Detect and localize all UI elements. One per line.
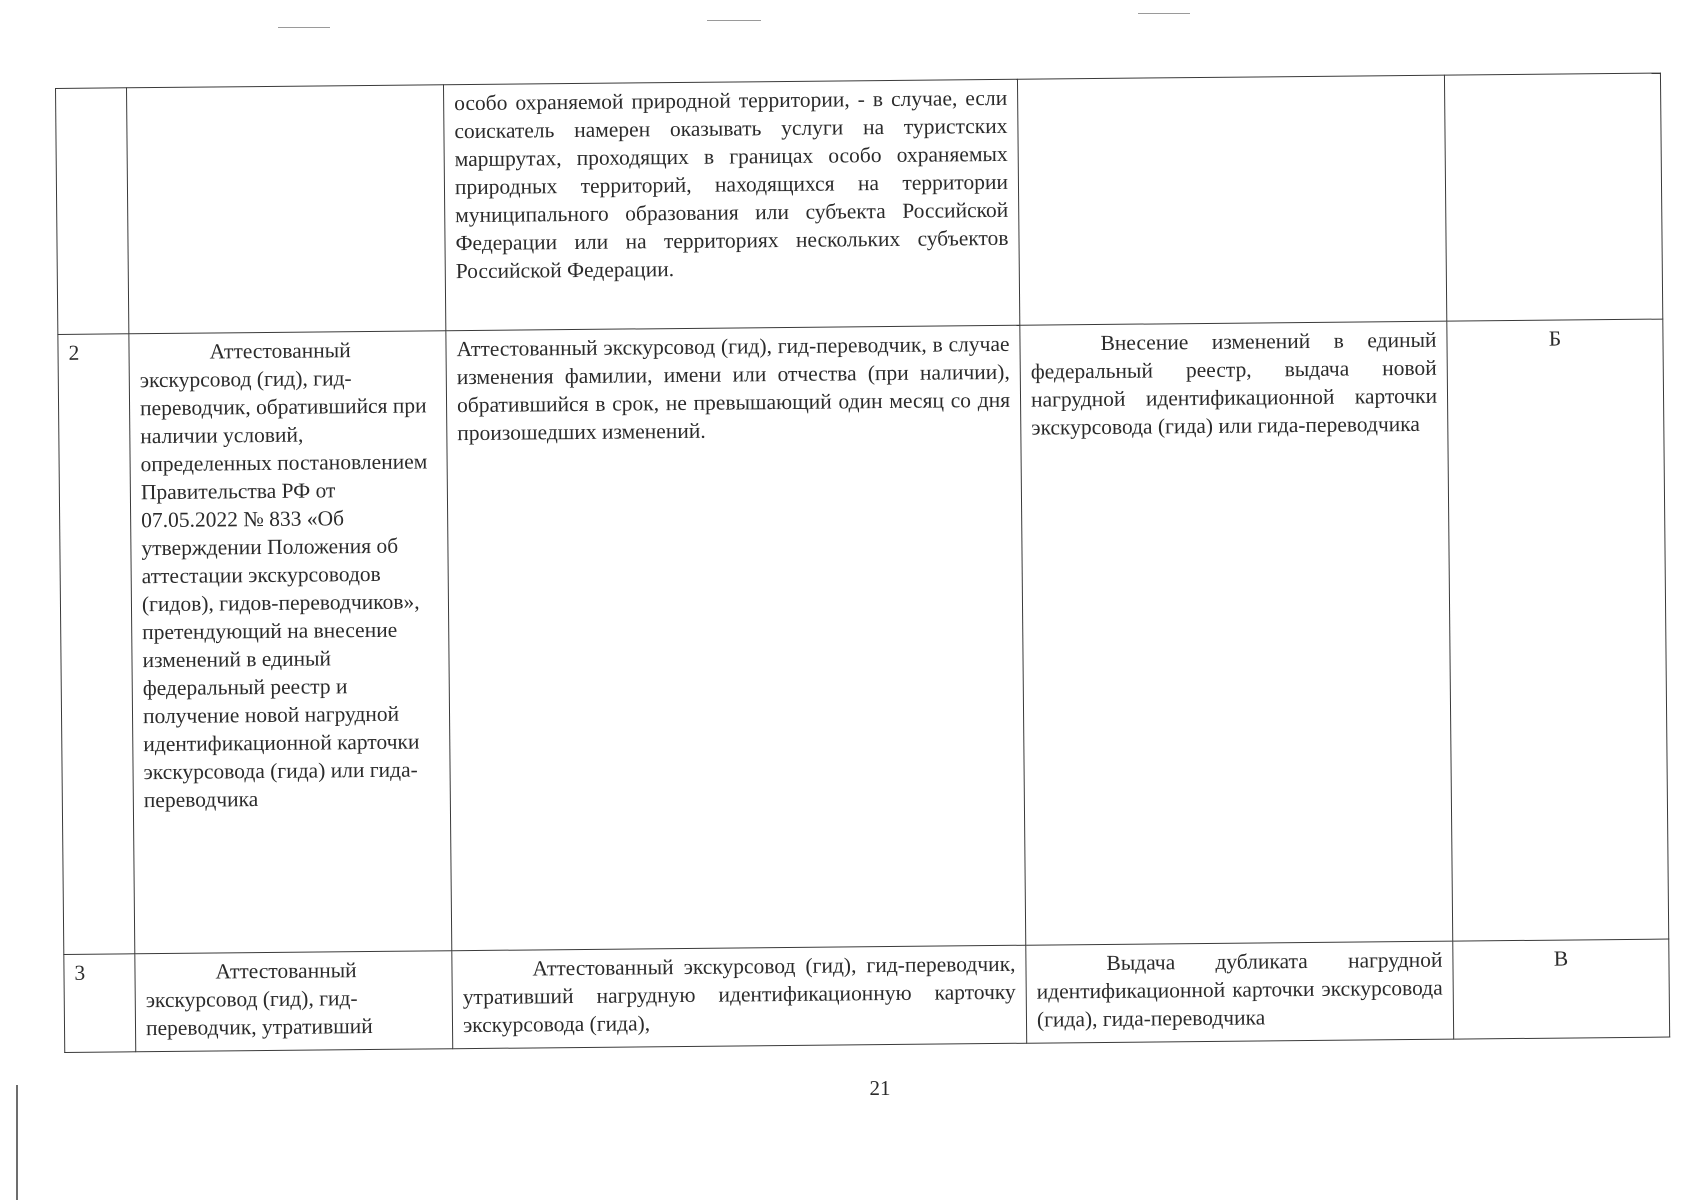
table-row: [56, 73, 1663, 334]
scan-mark: [707, 20, 761, 21]
row-number: [56, 88, 129, 335]
scan-mark: [1138, 13, 1190, 14]
result-cell: Выдача дубликата нагрудной идентификационной карточки экскурсовода (гида), гида-переводчика: [1026, 941, 1454, 1043]
table-row: [58, 319, 1669, 954]
row-number: 2: [58, 334, 135, 955]
condition-cell: Аттестованный экскурсовод (гид), гид-переводчик, утративший нагрудную идентификационную карточку экскурсовода (гида),: [452, 945, 1027, 1049]
condition-cell: особо охраняемой природной территории, - в случае, если соискатель намерен оказывать услуги на туристских маршрутах, проходящих в границах особо охраняемых природных территорий, находящихся на территории муниципального образования или субъекта Российской Федерации или на территориях нескольких субъектов Российской Федерации.: [443, 79, 1019, 330]
row-number: 3: [64, 954, 136, 1053]
code-cell: В: [1453, 939, 1670, 1039]
result-cell: [1017, 75, 1446, 325]
result-cell: Внесение изменений в единый федеральный реестр, выдача новой нагрудной идентификационной карточки экскурсовода (гида) или гида-переводчика: [1020, 321, 1453, 945]
table-row: [64, 939, 1670, 1052]
services-table: [55, 73, 1670, 1053]
scan-edge-line: [16, 1085, 18, 1200]
page-number: 21: [869, 1076, 891, 1100]
code-cell: [1444, 73, 1662, 321]
scan-mark: [278, 27, 330, 28]
applicant-cell: Аттестованный экскурсовод (гид), гид-переводчик, утративший: [135, 951, 453, 1052]
condition-cell: Аттестованный экскурсовод (гид), гид-переводчик, в случае изменения фамилии, имени или отчества (при наличии), обратившийся в срок, не превышающий один месяц со дня произошедших изменений.: [446, 325, 1026, 950]
applicant-cell: [127, 85, 446, 334]
code-cell: Б: [1447, 319, 1669, 941]
applicant-cell: Аттестованный экскурсовод (гид), гид-переводчик, обратившийся при наличии условий, определенных постановлением Правительства РФ от 07.05.2022 № 833 «Об утверждении Положения об аттестации экскурсоводов (гидов), гидов-переводчиков», претендующий на внесение изменений в единый федеральный реестр и получение новой нагрудной идентификационной карточки экскурсовода (гида) или гида-переводчика: [129, 331, 452, 954]
